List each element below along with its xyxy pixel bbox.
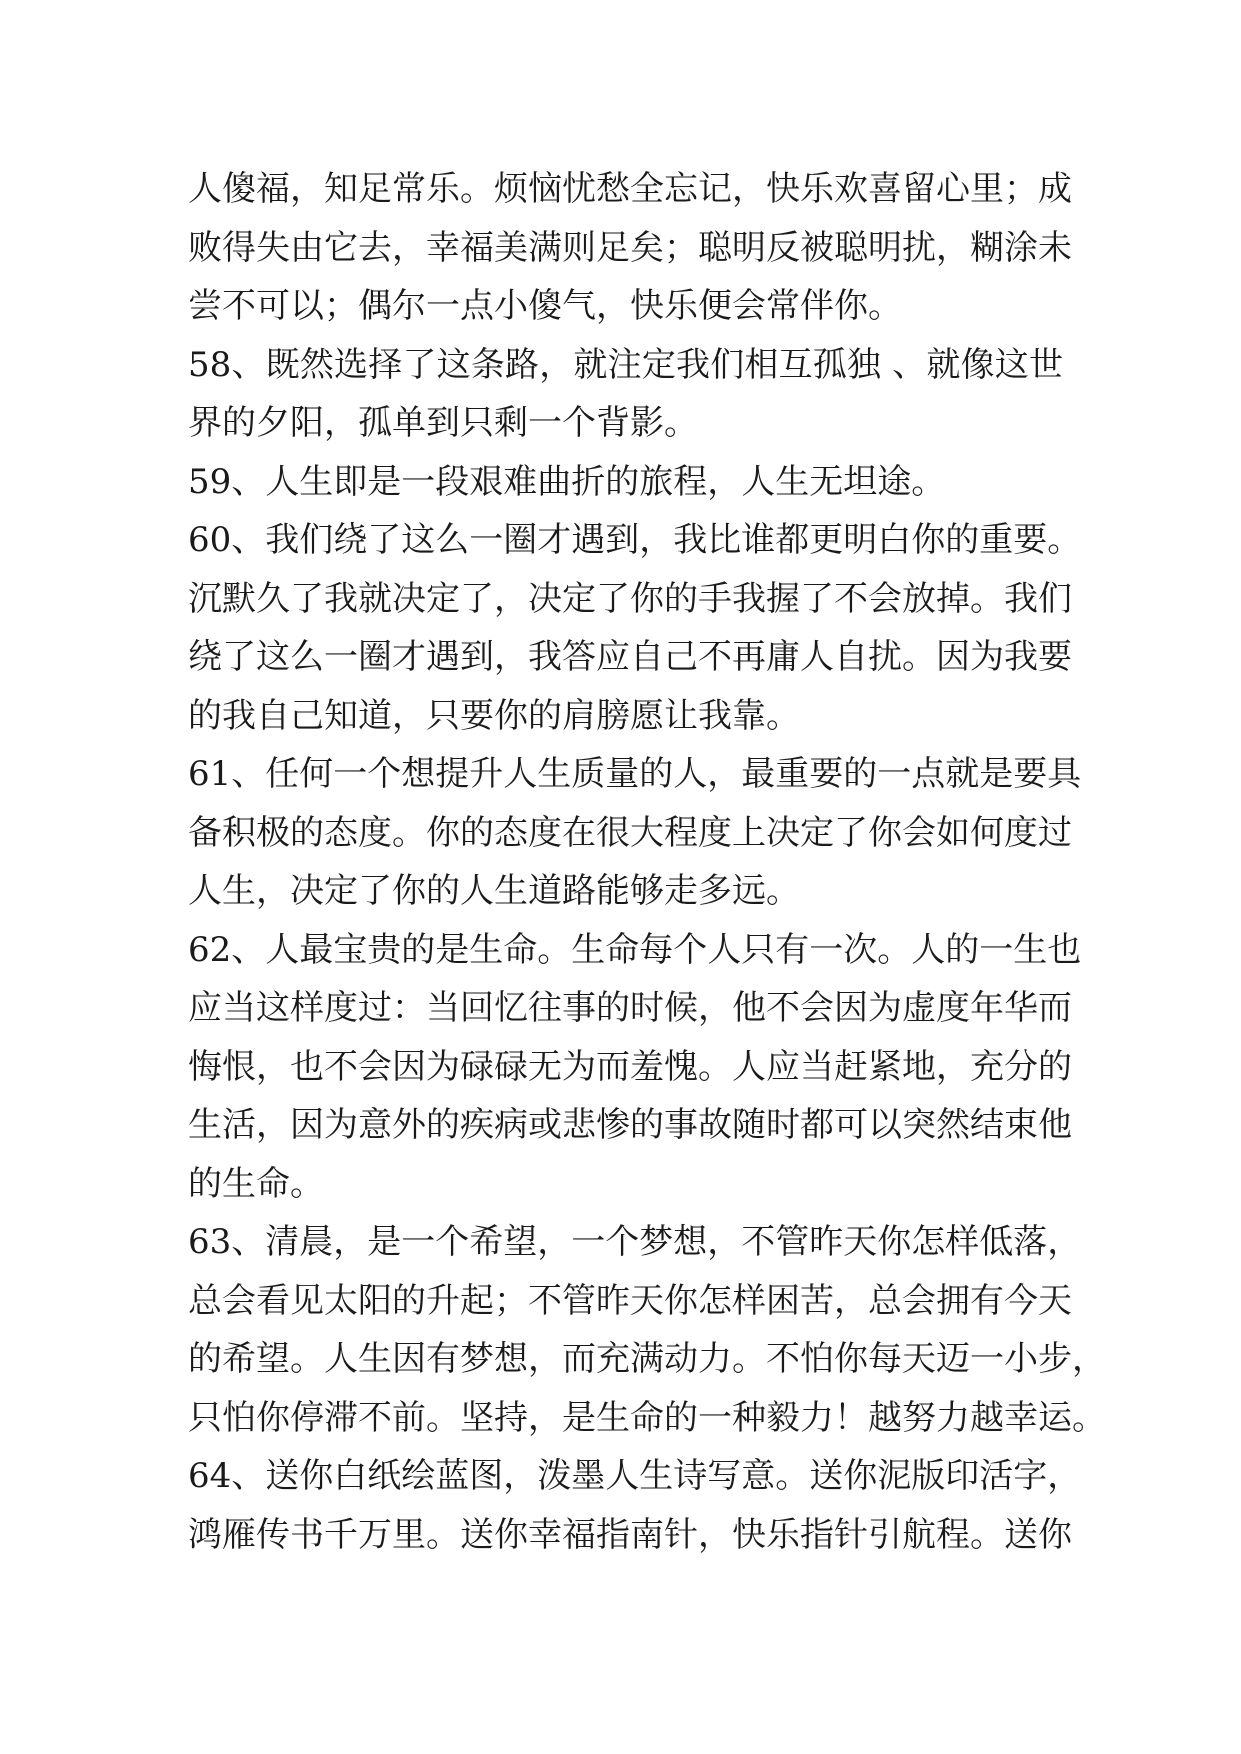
text-line: 62、人最宝贵的是生命。生命每个人只有一次。人的一生也	[188, 929, 1082, 970]
text-line: 败得失由它去，幸福美满则足矣；聪明反被聪明扰，糊涂未	[188, 227, 1072, 268]
text-line: 59、人生即是一段艰难曲折的旅程，人生无坦途。	[188, 461, 946, 502]
text-line: 总会看见太阳的升起；不管昨天你怎样困苦，总会拥有今天	[188, 1280, 1072, 1321]
text-line: 界的夕阳，孤单到只剩一个背影。	[188, 403, 698, 443]
text-line: 60、我们绕了这么一圈才遇到，我比谁都更明白你的重要。	[188, 520, 1082, 560]
text-line: 的希望。人生因有梦想，而充满动力。不怕你每天迈一小步，	[188, 1339, 1106, 1379]
text-line: 人生，决定了你的人生道路能够走多远。	[188, 871, 800, 911]
text-line: 悔恨，也不会因为碌碌无为而羞愧。人应当赶紧地，充分的	[188, 1046, 1072, 1087]
body-text	[188, 160, 1106, 1564]
text-line: 61、任何一个想提升人生质量的人，最重要的一点就是要具	[188, 754, 1082, 794]
text-line: 备积极的态度。你的态度在很大程度上决定了你会如何度过	[188, 812, 1072, 853]
text-line: 的我自己知道，只要你的肩膀愿让我靠。	[188, 695, 800, 736]
text-line: 生活，因为意外的疾病或悲惨的事故随时都可以突然结束他	[188, 1105, 1072, 1145]
text-line: 64、送你白纸绘蓝图，泼墨人生诗写意。送你泥版印活字，	[188, 1456, 1082, 1496]
text-line: 只怕你停滞不前。坚持，是生命的一种毅力！越努力越幸运。	[188, 1397, 1106, 1438]
text-line: 绕了这么一圈才遇到，我答应自己不再庸人自扰。因为我要	[188, 637, 1072, 677]
text-line: 的生命。	[188, 1163, 324, 1204]
text-line: 人傻福，知足常乐。烦恼忧愁全忘记，快乐欢喜留心里；成	[188, 169, 1072, 209]
text-line: 58、既然选择了这条路，就注定我们相互孤独 、就像这世	[188, 344, 1063, 385]
text-line: 沉默久了我就决定了，决定了你的手我握了不会放掉。我们	[188, 578, 1072, 619]
text-line: 鸿雁传书千万里。送你幸福指南针，快乐指针引航程。送你	[188, 1514, 1072, 1555]
text-line: 应当这样度过：当回忆往事的时候，他不会因为虚度年华而	[188, 988, 1072, 1028]
text-line: 尝不可以；偶尔一点小傻气，快乐便会常伴你。	[188, 286, 902, 326]
text-line: 63、清晨，是一个希望，一个梦想，不管昨天你怎样低落，	[188, 1222, 1082, 1262]
